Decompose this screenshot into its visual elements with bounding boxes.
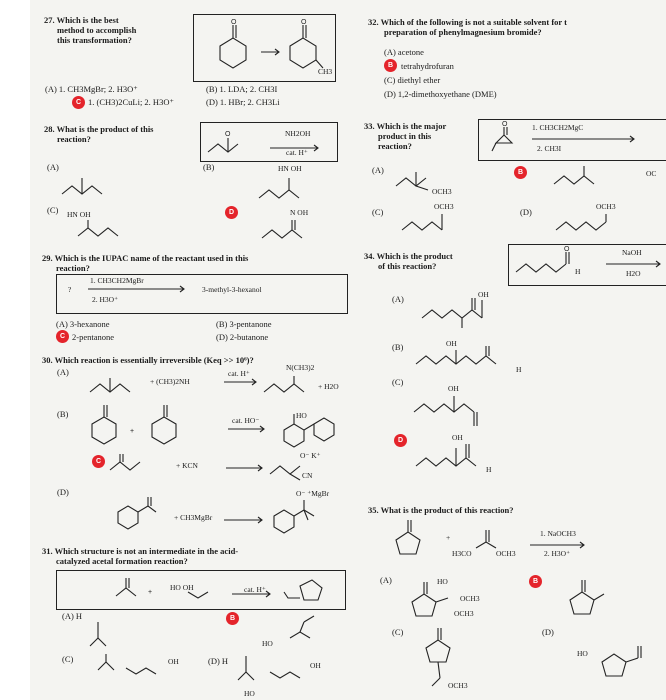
q35-option-d-label[interactable]: (D) [542,627,554,637]
q30-option-c-reactant [108,452,168,476]
svg-text:O: O [301,19,307,26]
q31-option-d-label[interactable]: (D) H [208,656,229,666]
q33-option-c-structure [398,210,468,240]
q31-reagent: HO OH [170,583,194,592]
q31-option-c-structure [92,650,172,694]
q33-reagent-1: 1. CH3CH2MgC [532,123,584,132]
q34-option-b-structure [412,344,542,374]
q30-option-b-cat: cat. HO⁻ [232,416,260,425]
q28-reagent: NH2OH [285,129,311,138]
q35-option-a-och3-2: OCH3 [454,609,474,618]
q30-option-d-arrow [222,516,268,524]
q28-stem-1: 28. What is the product of this [44,124,154,134]
q34-option-c-oh: OH [448,384,459,393]
q27-stem-1: 27. Which is the best [44,15,119,25]
q35-selected-marker: B [529,575,542,588]
q33-option-d-label[interactable]: (D) [520,207,532,217]
q28-stem-2: reaction? [57,134,91,144]
q33-option-b-structure [550,164,630,192]
q30-option-b-ho: HO [296,411,307,420]
q32-option-b[interactable]: tetrahydrofuran [401,61,454,71]
q30-stem: 30. Which reaction is essentially irreversible (Keq >> 10⁶)? [42,355,254,365]
q30-option-a-amine: + (CH3)2NH [150,377,190,386]
q28-option-a-structure [58,168,138,198]
q31-option-c-oh: OH [168,657,179,666]
q28-option-d-structure [258,218,338,244]
q33-option-d-structure [552,210,632,240]
q31-option-b-ho: HO [262,639,273,648]
svg-text:+: + [148,589,153,596]
q31-selected-marker: B [226,612,239,625]
svg-text:O: O [502,121,508,128]
q34-reactant [508,244,598,284]
q35-h3co: H3CO [452,549,472,558]
q35-stem: 35. What is the product of this reaction? [368,505,514,515]
q34-naoh: NaOH [622,248,642,257]
q30-option-a-label[interactable]: (A) [57,367,69,377]
q30-option-a-reactant [88,372,158,396]
q35-reactant-ketone [384,516,444,564]
q29-option-c[interactable]: 2-pentanone [72,332,115,342]
q30-option-d-omgbr: O⁻ ⁺MgBr [296,489,330,498]
q30-option-b-product [278,410,342,450]
q30-option-c-cn: CN [302,471,313,480]
q28-option-b-hnoh: HN OH [278,164,302,173]
q34-option-a-label[interactable]: (A) [392,294,404,304]
q34-option-d-oh: OH [452,433,463,442]
q33-arrow [530,135,640,143]
q28-option-d-noh: N OH [290,208,309,217]
q34-h: H [575,267,581,276]
q27-stem-3: this transformation? [57,35,132,45]
q34-option-d-structure [412,438,522,478]
q33-reagent-2: 2. CH3I [537,144,562,153]
q33-option-a-och3: OCH3 [432,187,452,196]
q27-reaction-structures [193,14,334,80]
q33-stem-1: 33. Which is the major [364,121,447,131]
q31-option-d-ho: HO [244,689,255,698]
q32-option-a[interactable]: (A) acetone [384,47,424,57]
q31-option-d-oh: OH [310,661,321,670]
q34-option-c-label[interactable]: (C) [392,377,404,387]
q34-selected-marker: D [394,434,407,447]
q32-stem-2: preparation of phenylmagnesium bromide? [384,27,542,37]
q30-option-c-ok: O⁻ K⁺ [300,451,321,460]
q28-option-b-structure [255,176,335,202]
q31-cat: cat. H⁺ [244,585,266,594]
q30-option-b-label[interactable]: (B) [57,409,69,419]
q29-reagent-2: 2. H3O⁺ [92,295,119,304]
svg-text:O: O [225,131,231,138]
q34-option-b-oh: OH [446,339,457,348]
q30-option-c-arrow [224,464,268,472]
q33-option-c-och3: OCH3 [434,202,454,211]
q29-selected-marker: C [56,330,69,343]
q35-arrow [528,541,588,549]
q35-option-c-och3: OCH3 [448,681,468,690]
svg-text:O: O [564,246,570,253]
q30-option-d-reactant [112,494,172,530]
q32-option-c[interactable]: (C) diethyl ether [384,75,441,85]
q30-option-a-product: N(CH3)2 [286,363,315,372]
q28-condition: cat. H⁺ [286,148,308,157]
q30-option-a-arrow [222,378,262,386]
q35-reagent-1: 1. NaOCH3 [540,529,576,538]
q28-selected-marker: D [225,206,238,219]
q31-reaction-structures [56,570,344,608]
q35-option-d-ho: HO [577,649,588,658]
q27-selected-marker: C [72,96,85,109]
q30-selected-marker: C [92,455,105,468]
q30-option-d-grignard: + CH3MgBr [174,513,213,522]
q28-option-b-label[interactable]: (B) [203,162,215,172]
q34-option-c-structure [410,392,520,432]
q27-option-d[interactable]: (D) 1. HBr; 2. CH3Li [206,97,280,107]
q34-option-b-h: H [516,365,522,374]
q29-stem-1: 29. Which is the IUPAC name of the reactant used in this [42,253,249,263]
q31-stem-1: 31. Which structure is not an intermediate in the acid- [42,546,239,556]
q35-option-b-structure [558,576,618,624]
q34-option-a-oh: OH [478,290,489,299]
q33-option-a-label[interactable]: (A) [372,165,384,175]
q28-option-a-label[interactable]: (A) [47,162,59,172]
q33-selected-marker: B [514,166,527,179]
q34-stem-2: of this reaction? [378,261,437,271]
q30-option-a-cat: cat. H⁺ [228,369,250,378]
q27-option-a[interactable]: (A) 1. CH3MgBr; 2. H3O⁺ [45,84,138,94]
q29-stem-2: reaction? [56,263,90,273]
q34-stem-1: 34. Which is the product [364,251,453,261]
svg-text:+: + [130,428,135,435]
q30-option-c-kcn: + KCN [176,461,198,470]
q31-option-d-structure [236,650,326,694]
q27-option-c[interactable]: 1. (CH3)2CuLi; 2. H3O⁺ [88,97,174,107]
q35-reagent-2: 2. H3O⁺ [544,549,571,558]
q34-arrow [604,260,664,268]
q35-plus: + [446,533,451,542]
q28-option-c-label[interactable]: (C) [47,205,59,215]
q33-stem-2: product in this [378,131,432,141]
q35-option-c-label[interactable]: (C) [392,627,404,637]
q29-option-a[interactable]: (A) 3-hexanone [56,319,110,329]
q29-reagent-1: 1. CH3CH2MgBr [90,276,144,285]
q32-option-d[interactable]: (D) 1,2-dimethoxyethane (DME) [384,89,497,99]
q27-option-b[interactable]: (B) 1. LDA; 2. CH3I [206,84,278,94]
q30-option-a-product-structure [262,374,322,396]
q35-option-a-ho: HO [437,577,448,586]
q33-option-d-och3: OCH3 [596,202,616,211]
q29-unknown: ? [68,285,72,294]
q33-option-b-oc: OC [646,169,657,178]
q32-stem-1: 32. Which of the following is not a suitable solvent for t [368,17,567,27]
q28-reactant [200,122,336,160]
q35-option-a-label[interactable]: (A) [380,575,392,585]
q30-option-d-label[interactable]: (D) [57,487,69,497]
q34-option-b-label[interactable]: (B) [392,342,404,352]
q33-stem-3: reaction? [378,141,412,151]
q29-option-b[interactable]: (B) 3-pentanone [216,319,272,329]
q30-option-c-product [268,452,328,482]
q27-methyl-label: CH3 [318,67,333,76]
q29-arrow [86,285,186,293]
q28-option-c-structure [74,220,154,240]
q34-option-d-h: H [486,465,492,474]
q30-option-d-product [268,496,332,534]
q29-product: 3-methyl-3-hexanol [202,285,262,294]
q35-option-d-structure [590,638,650,686]
q30-option-b-arrow [226,425,270,433]
q31-option-a-label[interactable]: (A) H [62,611,83,621]
q33-option-c-label[interactable]: (C) [372,207,384,217]
q34-h2o: H2O [626,269,641,278]
q35-option-a-och3-1: OCH3 [460,594,480,603]
q34-option-a-structure [418,292,528,332]
svg-text:O: O [231,19,237,26]
q30-option-b-reactants [80,402,220,446]
q33-reactant [478,119,538,159]
q29-option-d[interactable]: (D) 2-butanone [216,332,269,342]
q31-stem-2: catalyzed acetal formation reaction? [56,556,188,566]
q35-och3: OCH3 [496,549,516,558]
q31-option-c-label[interactable]: (C) [62,654,74,664]
q27-stem-2: method to accomplish [57,25,137,35]
q32-selected-marker: B [384,59,397,72]
q30-option-a-water: + H2O [318,382,339,391]
q28-option-c-hnoh: HN OH [67,210,91,219]
